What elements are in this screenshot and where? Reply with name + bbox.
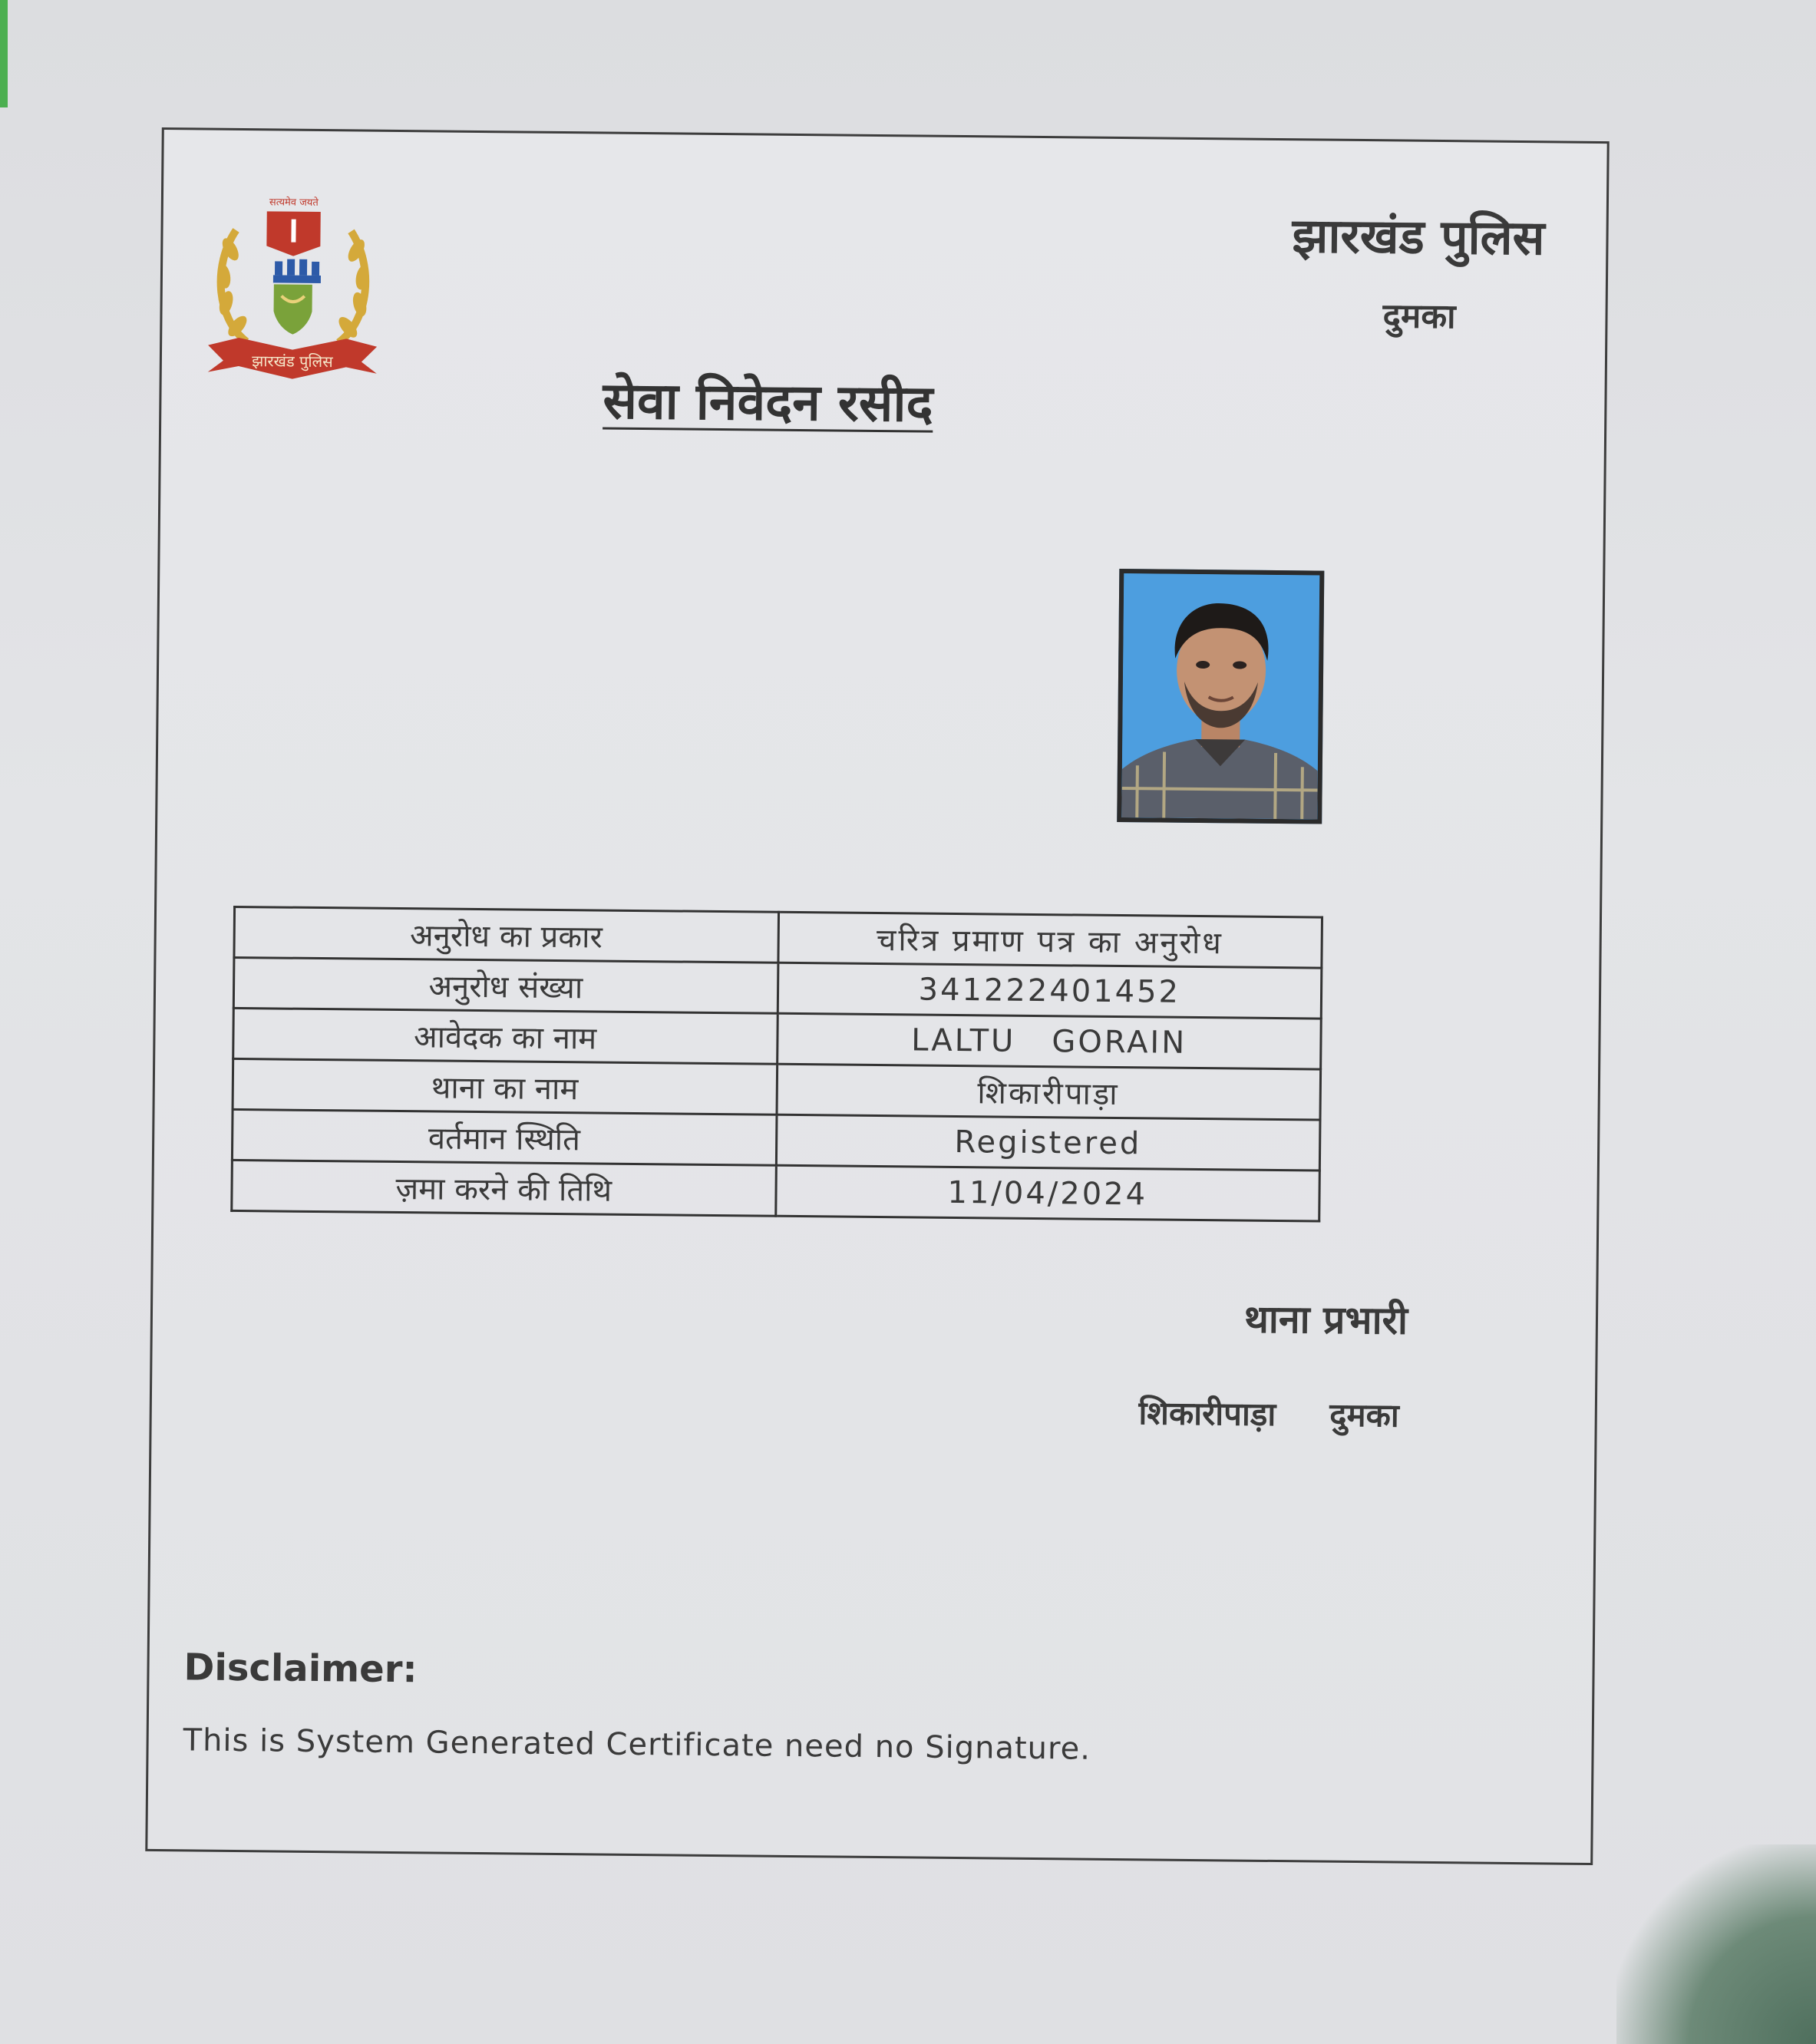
- svg-text:झारखंड पुलिस: झारखंड पुलिस: [252, 352, 333, 371]
- request-details-table: [230, 906, 1323, 1223]
- row-label: अनुरोध संख्या: [233, 957, 778, 1013]
- row-label: वर्तमान स्थिति: [232, 1109, 776, 1165]
- document-title: सेवा निवेदन रसीद: [603, 371, 934, 434]
- receipt-sheet: [145, 127, 1609, 1865]
- signatory-district: दुमका: [1329, 1395, 1400, 1435]
- row-value: 341222401452: [778, 963, 1322, 1019]
- organization-district: दुमका: [1382, 296, 1456, 337]
- applicant-photo: [1117, 569, 1324, 824]
- signatory-station: शिकारीपाड़ा: [1138, 1394, 1276, 1434]
- row-label: थाना का नाम: [233, 1058, 777, 1114]
- row-value: Registered: [776, 1114, 1320, 1171]
- signatory-place: [1138, 1390, 1399, 1436]
- background-edge: [0, 0, 8, 107]
- row-label: आवेदक का नाम: [233, 1008, 778, 1064]
- disclaimer-text: This is System Generated Certificate need no Signature.: [183, 1722, 1091, 1767]
- disclaimer-heading: Disclaimer:: [183, 1646, 418, 1692]
- row-value: शिकारीपाड़ा: [777, 1064, 1321, 1120]
- jharkhand-police-emblem-icon: [200, 188, 386, 389]
- row-label: अनुरोध का प्रकार: [234, 906, 778, 963]
- row-label: ज़मा करने की तिथि: [232, 1160, 776, 1216]
- organization-title: झारखंड पुलिस: [1292, 207, 1545, 266]
- signatory-title: थाना प्रभारी: [1243, 1296, 1408, 1343]
- row-value: 11/04/2024: [775, 1165, 1319, 1221]
- row-value: चरित्र प्रमाण पत्र का अनुरोध: [778, 912, 1322, 968]
- table-row: [232, 1160, 1320, 1221]
- svg-text:सत्यमेव जयते: सत्यमेव जयते: [269, 196, 319, 209]
- row-value: LALTU GORAIN: [777, 1013, 1321, 1069]
- background-corner: [1616, 1844, 1816, 2044]
